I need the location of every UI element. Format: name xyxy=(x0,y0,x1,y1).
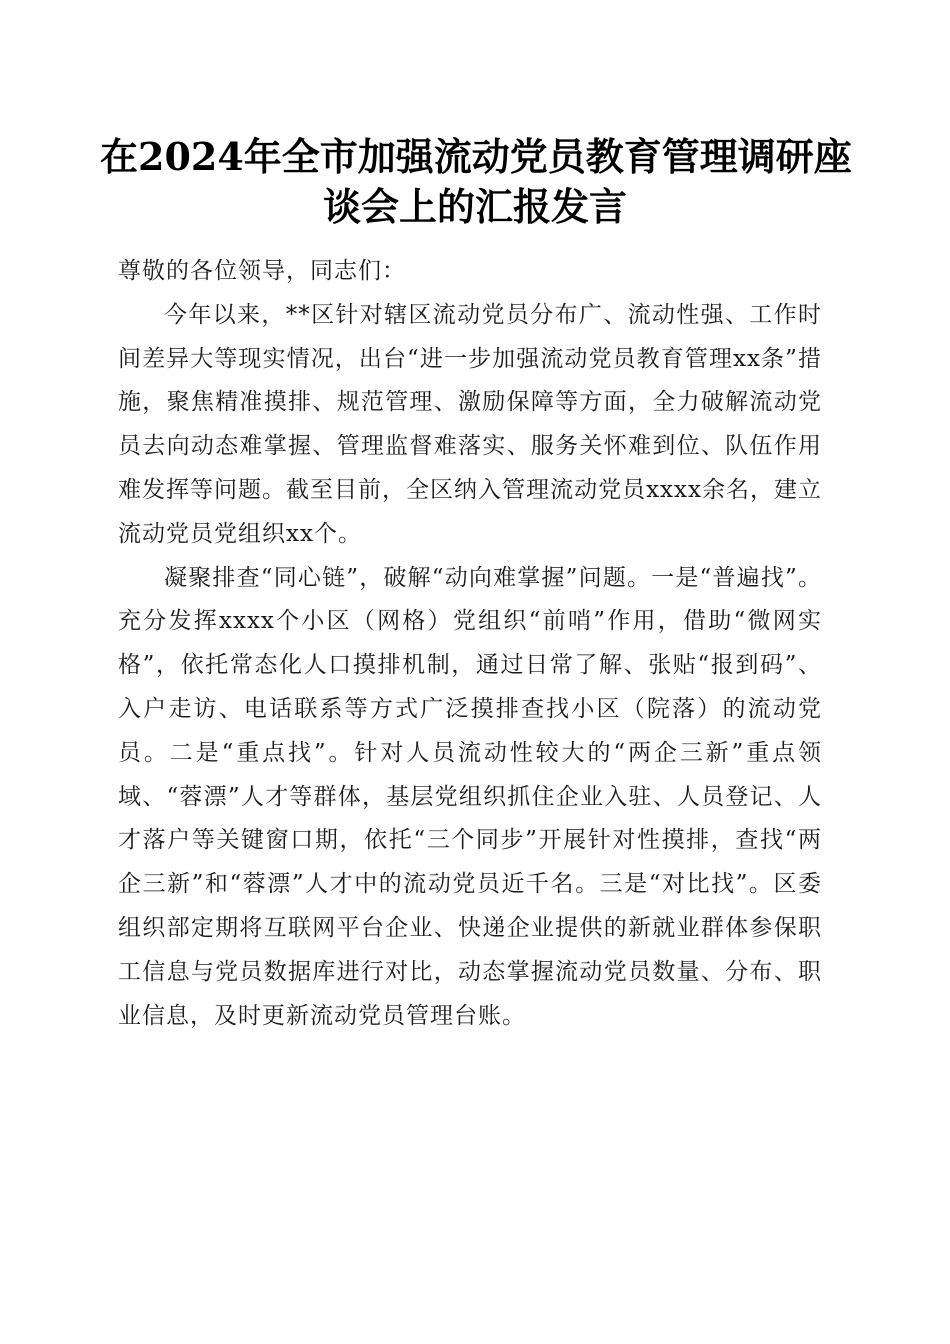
title-line-1: 在2024年全市加强流动党员教育管理调研座 xyxy=(100,134,852,179)
title-line-2: 谈会上的汇报发言 xyxy=(322,184,627,229)
paragraph-investigation: 凝聚排查“同心链”，破解“动向难掌握”问题。一是“普遍找”。充分发挥xxxx个小区（网格）党组织“前哨”作用，借助“微网实格”，依托常态化人口摸排机制，通过日常了解、张贴“报到码”、入户走访、电话联系等方式广泛摸排查找小区（院落）的流动党员。二是“重点找”。针对人员流动性较大的“两企三新”重点领域、“蓉漂”人才等群体，基层党组织抓住企业入驻、人员登记、人才落户等关键窗口期，依托“三个同步”开展针对性摸排，查找“两企三新”和“蓉漂”人才中的流动党员近千名。三是“对比找”。区委组织部定期将互联网平台企业、快递企业提供的新就业群体参保职工信息与党员数据库进行对比，动态掌握流动党员数量、分布、职业信息，及时更新流动党员管理台账。 xyxy=(118,564,822,1029)
document-title xyxy=(100,132,850,232)
salutation: 尊敬的各位领导，同志们： xyxy=(118,258,406,284)
paragraph-intro: 今年以来，**区针对辖区流动党员分布广、流动性强、工作时间差异大等现实情况，出台“进一步加强流动党员教育管理xx条”措施，聚焦精准摸排、规范管理、激励保障等方面，全力破解流动党员去向动态难掌握、管理监督难落实、服务关怀难到位、队伍作用难发挥等问题。截至目前，全区纳入管理流动党员xxxx余名，建立流动党员党组织xx个。 xyxy=(118,301,822,547)
document-body xyxy=(118,250,822,1038)
